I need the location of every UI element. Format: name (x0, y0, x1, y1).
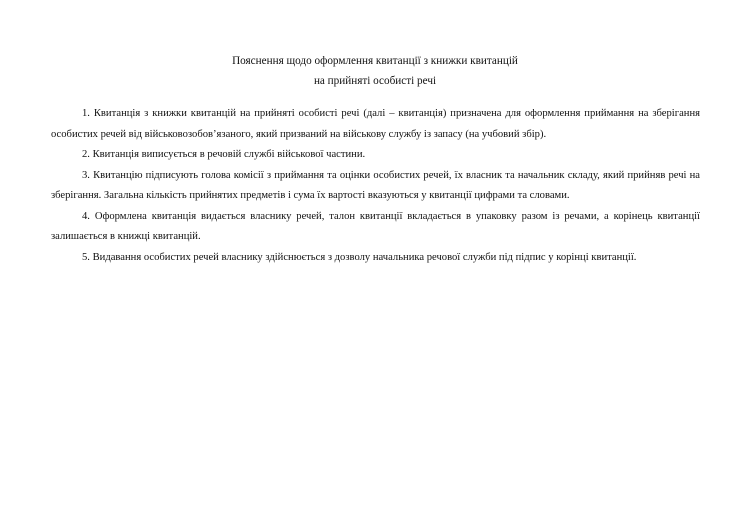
paragraph-4: 4. Оформлена квитанція видається власнику речей, талон квитанції вкладається в упаковку разом із речами, а корінець квитанції залишається в книжці квитанцій. (51, 210, 700, 242)
document-body (51, 104, 700, 268)
paragraph-1: 1. Квитанція з книжки квитанцій на прийняті особисті речі (далі – квитанція) призначена для оформлення приймання на зберігання особистих речей від військовозобов’язаного, який призваний на військову службу із запасу (на учбовий збір). (51, 108, 700, 140)
document-title-line-2: на прийняті особисті речі (313, 75, 437, 87)
paragraph-2: 2. Квитанція виписується в речовій службі військової частини. (82, 149, 366, 160)
document-title-line-1: Пояснення щодо оформлення квитанції з книжки квитанцій (232, 55, 518, 67)
paragraph-3: 3. Квитанцію підписують голова комісії з приймання та оцінки особистих речей, їх власник та начальник складу, який прийняв речі на зберігання. Загальна кількість прийнятих предметів і сума їх вартості вказуються у квитанції цифрами та словами. (51, 169, 700, 201)
paragraph-5: 5. Видавання особистих речей власнику здійснюється з дозволу начальника речової служби під підпис у корінці квитанції. (82, 251, 637, 263)
